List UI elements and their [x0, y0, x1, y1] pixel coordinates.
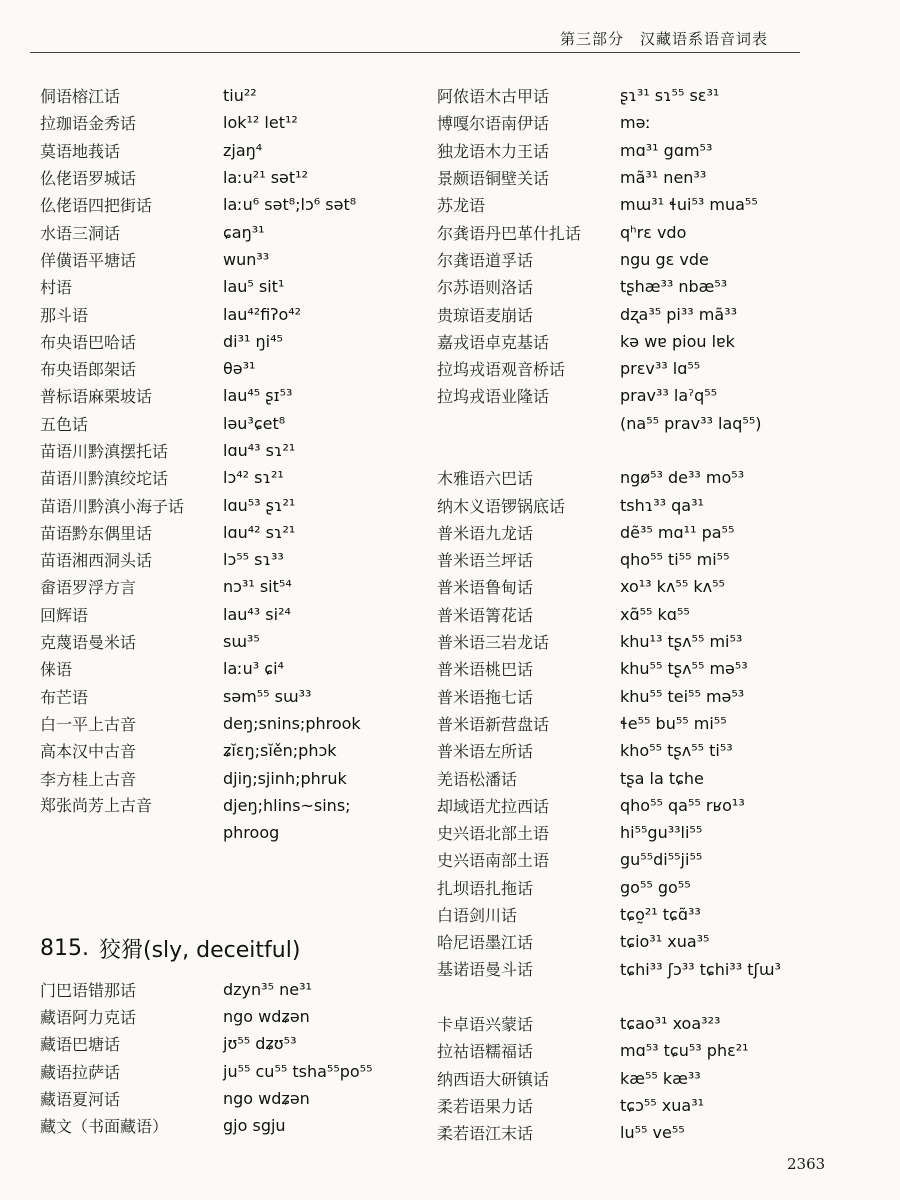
language-name: 门巴语错那话 [40, 980, 137, 1000]
entry-row [40, 792, 440, 846]
language-name: 基诺语曼斗话 [437, 959, 534, 979]
language-name: 布央语郎架话 [40, 360, 137, 380]
entry-row [437, 737, 887, 764]
phonetic-form: lau⁴²fiʔo⁴² [223, 304, 302, 324]
language-name: 藏语巴塘话 [40, 1035, 121, 1055]
entry-row [437, 137, 887, 164]
entry-row [40, 218, 440, 245]
entry-row [40, 437, 440, 464]
entry-row [437, 218, 887, 245]
entry-row [437, 1037, 887, 1064]
language-name: 柔若语果力话 [437, 1096, 534, 1116]
entry-row [40, 137, 440, 164]
entry-row [437, 246, 887, 273]
entry-row [40, 976, 440, 1003]
phonetic-form: qho⁵⁵ ti⁵⁵ mi⁵⁵ [620, 550, 730, 570]
entry-row [40, 246, 440, 273]
language-name: 白一平上古音 [40, 714, 137, 734]
phonetic-form: tʂhæ³³ nbæ⁵³ [620, 277, 728, 297]
phonetic-form: hi⁵⁵gu³³li⁵⁵ [620, 823, 703, 843]
phonetic-form: ngo wdʑən [223, 1007, 310, 1027]
entry-row [437, 819, 887, 846]
entry-row [40, 1112, 440, 1139]
entry-row [437, 355, 887, 382]
phonetic-form: tiu²² [223, 86, 257, 106]
phonetic-form: lɑu⁴² sɿ²¹ [223, 522, 296, 542]
entry-row [437, 628, 887, 655]
language-name: 独龙语木力王话 [437, 141, 550, 161]
language-name: 水语三洞话 [40, 223, 121, 243]
language-name: 苗语川黔滇摆托话 [40, 442, 169, 461]
language-name: 普米语箐花话 [437, 605, 534, 625]
entry-row [40, 464, 440, 491]
phonetic-form: gjo sgju [223, 1116, 286, 1136]
phonetic-form: məː [620, 113, 651, 133]
entry-row [437, 191, 887, 218]
phonetic-form: ju⁵⁵ cu⁵⁵ tsha⁵⁵po⁵⁵ [223, 1061, 373, 1081]
entry-row [40, 82, 440, 109]
language-name: 拉坞戎语观音桥话 [437, 360, 566, 380]
entry-row [40, 683, 440, 710]
phonetic-form: ʑĭɛŋ;sĭěn;phɔk [223, 741, 337, 761]
language-name: 藏语拉萨话 [40, 1062, 121, 1082]
entry-row [437, 164, 887, 191]
entry-row [437, 764, 887, 791]
language-name: 扎坝语扎拖话 [437, 878, 534, 898]
running-header: 第三部分 汉藏语系语音词表 [560, 30, 769, 48]
language-name: 李方桂上古音 [40, 769, 137, 789]
language-name: 纳木义语锣锅底话 [437, 496, 566, 516]
language-name: 史兴语南部土语 [437, 851, 550, 871]
entry-row [40, 273, 440, 300]
language-name: 莫语地莪话 [40, 141, 121, 161]
entry-row [437, 655, 887, 682]
entry-row [437, 109, 887, 136]
entry-row [437, 1064, 887, 1091]
entry-row [437, 300, 887, 327]
section-number: 815. [40, 936, 89, 962]
entry-row [40, 1058, 440, 1085]
language-name: 纳西语大研镇话 [437, 1069, 550, 1089]
phonetic-form: laːu⁶ sət⁸;lɔ⁶ sət⁸ [223, 195, 357, 215]
entry-row [437, 846, 887, 873]
phonetic-form: (na⁵⁵ prav³³ laq⁵⁵) [620, 413, 762, 433]
phonetic-form: lɑu⁵³ ʂɿ²¹ [223, 495, 296, 515]
language-name: 拉祜语糯福话 [437, 1042, 534, 1062]
entry-row [437, 464, 887, 491]
phonetic-form: laːu²¹ sət¹² [223, 168, 308, 188]
language-name: 却域语尤拉西话 [437, 796, 550, 816]
language-name: 普米语桃巴话 [437, 660, 534, 680]
phonetic-form: mɑ³¹ gɑm⁵³ [620, 140, 713, 160]
phonetic-form: ngo wdʑən [223, 1089, 310, 1109]
language-name: 布芒语 [40, 687, 89, 707]
right-entries-top [437, 82, 887, 437]
phonetic-form: prɛv³³ lɑ⁵⁵ [620, 359, 701, 379]
left-column [40, 82, 440, 1140]
phonetic-form: qʰrɛ vdo [620, 222, 687, 242]
phonetic-form: sɯ³⁵ [223, 632, 260, 652]
entry-row [40, 573, 440, 600]
phonetic-form: mã³¹ nen³³ [620, 168, 707, 188]
phonetic-form: khu⁵⁵ tʂʌ⁵⁵ mə⁵³ [620, 659, 748, 679]
phonetic-form: ngø⁵³ de³³ mo⁵³ [620, 468, 745, 488]
language-name: 回辉语 [40, 605, 89, 625]
entry-row [437, 328, 887, 355]
entry-row [40, 109, 440, 136]
entry-row [40, 628, 440, 655]
phonetic-form: deŋ;snins;phrook [223, 713, 361, 733]
language-name: 畲语罗浮方言 [40, 578, 137, 598]
language-name: 俫语 [40, 660, 73, 680]
phonetic-form: lɔ⁴² sɿ²¹ [223, 468, 284, 488]
phonetic-form: lau⁴⁵ ʂɪ⁵³ [223, 386, 293, 406]
language-name: 仫佬语罗城话 [40, 169, 137, 189]
language-name: 白语剑川话 [437, 906, 518, 926]
language-name: 卡卓语兴蒙话 [437, 1014, 534, 1034]
phonetic-form: lau⁵ sit¹ [223, 277, 285, 297]
section-title: 狡猾(sly, deceitful) [98, 938, 301, 964]
phonetic-form: prav³³ laˀq⁵⁵ [620, 386, 718, 406]
phonetic-form: dẽ³⁵ mɑ¹¹ pa⁵⁵ [620, 522, 735, 542]
entry-row [437, 710, 887, 737]
left-entries-top [40, 82, 440, 846]
entry-row [437, 1010, 887, 1037]
entry-row [40, 328, 440, 355]
entry-row [437, 491, 887, 518]
right-column [437, 82, 887, 1146]
phonetic-form: tɕhi³³ ʃɔ³³ tɕhi³³ tʃɯ³ [620, 959, 781, 979]
language-name: 五色话 [40, 414, 89, 434]
phonetic-form: tɕɔ⁵⁵ xua³¹ [620, 1095, 705, 1115]
phonetic-form: tʂa la tɕhe [620, 768, 704, 788]
phonetic-form: nɔ³¹ sit⁵⁴ [223, 577, 292, 597]
language-name: 苗语湘西洞头话 [40, 551, 153, 571]
phonetic-form: θə³¹ [223, 359, 256, 379]
right-entries-bottom [437, 1010, 887, 1146]
phonetic-form: go⁵⁵ go⁵⁵ [620, 877, 691, 897]
phonetic-form: lau⁴³ si²⁴ [223, 604, 291, 624]
language-name: 尔龚语丹巴革什扎话 [437, 223, 582, 243]
entry-row [40, 764, 440, 791]
language-name: 侗语榕江话 [40, 87, 121, 107]
phonetic-form: kə wɐ piou lɐk [620, 331, 735, 351]
language-name: 普米语三岩龙话 [437, 633, 550, 653]
entry-row [437, 874, 887, 901]
entry-row [437, 546, 887, 573]
language-name: 仫佬语四把街话 [40, 196, 153, 216]
language-name: 村语 [40, 278, 73, 298]
phonetic-form: gu⁵⁵di⁵⁵ji⁵⁵ [620, 850, 703, 870]
language-name: 苗语黔东偶里话 [40, 523, 153, 543]
right-entries-middle [437, 464, 887, 982]
phonetic-form: mɑ⁵³ tɕu⁵³ phɛ²¹ [620, 1041, 749, 1061]
section-heading [40, 928, 440, 970]
phonetic-form: laːu³ ɕi⁴ [223, 659, 284, 679]
phonetic-form: khu⁵⁵ tei⁵⁵ mə⁵³ [620, 686, 745, 706]
phonetic-form: mɯ³¹ ɬui⁵³ mua⁵⁵ [620, 195, 758, 215]
entry-row [437, 792, 887, 819]
language-name: 苗语川黔滇小海子话 [40, 496, 185, 516]
entry-row [437, 956, 887, 983]
language-name: 尔龚语道孚话 [437, 250, 534, 270]
entry-row [437, 683, 887, 710]
phonetic-form: di³¹ ŋi⁴⁵ [223, 331, 283, 351]
phonetic-form: kæ⁵⁵ kæ³³ [620, 1068, 701, 1088]
language-name: 嘉戎语卓克基话 [437, 332, 550, 352]
language-name: 普标语麻栗坡话 [40, 387, 153, 407]
language-name: 羌语松潘话 [437, 769, 518, 789]
entry-row [40, 1030, 440, 1057]
entry-row [437, 573, 887, 600]
phonetic-form: səm⁵⁵ sɯ³³ [223, 686, 312, 706]
phonetic-form: wun³³ [223, 249, 270, 269]
phonetic-form: ɕaŋ³¹ [223, 222, 265, 242]
phonetic-form: zjaŋ⁴ [223, 140, 263, 160]
phonetic-form: djiŋ;sjinh;phruk [223, 768, 347, 788]
language-name: 拉坞戎语业隆话 [437, 387, 550, 407]
entry-row [40, 300, 440, 327]
entry-row [40, 164, 440, 191]
entry-row [40, 410, 440, 437]
phonetic-form: tɕao³¹ xoa³²³ [620, 1013, 721, 1033]
phonetic-form: dzyn³⁵ ne³¹ [223, 979, 312, 999]
language-name: 克蔑语曼米话 [40, 633, 137, 653]
language-name: 普米语拖七话 [437, 687, 534, 707]
entry-row [437, 601, 887, 628]
phonetic-form: ngu gɛ vde [620, 249, 709, 269]
phonetic-form: lɑu⁴³ sɿ²¹ [223, 441, 296, 460]
left-entries-bottom [40, 976, 440, 1140]
language-name: 史兴语北部土语 [437, 824, 550, 844]
phonetic-form: kho⁵⁵ tʂʌ⁵⁵ ti⁵³ [620, 741, 733, 761]
language-name: 贵琼语麦崩话 [437, 305, 534, 325]
phonetic-form: xɑ̃⁵⁵ kɑ⁵⁵ [620, 604, 690, 624]
entry-row [40, 546, 440, 573]
language-name: 藏语夏河话 [40, 1090, 121, 1110]
language-name: 苗语川黔滇绞坨话 [40, 469, 169, 489]
entry-row [40, 491, 440, 518]
entry-row [40, 1085, 440, 1112]
language-name: 佯僙语平塘话 [40, 250, 137, 270]
entry-row [437, 82, 887, 109]
phonetic-form: lɔ⁵⁵ sɿ³³ [223, 550, 284, 570]
entry-row [437, 901, 887, 928]
language-name: 阿侬语木古甲话 [437, 87, 550, 107]
phonetic-form: xo¹³ kʌ⁵⁵ kʌ⁵⁵ [620, 577, 725, 597]
entry-row [40, 382, 440, 409]
entry-row [40, 519, 440, 546]
entry-row [437, 382, 887, 409]
language-name: 那斗语 [40, 305, 89, 325]
language-name: 普米语鲁甸话 [437, 578, 534, 598]
language-name: 柔若语江末话 [437, 1124, 534, 1144]
phonetic-form: tshɿ³³ qa³¹ [620, 495, 704, 515]
entry-row [437, 1119, 887, 1146]
language-name: 高本汉中古音 [40, 742, 137, 762]
entry-row [40, 710, 440, 737]
spacer [40, 846, 440, 928]
language-name: 藏语阿力克话 [40, 1008, 137, 1028]
phonetic-form: tɕio³¹ xua³⁵ [620, 932, 710, 952]
language-name: 尔苏语则洛话 [437, 278, 534, 298]
language-name: 拉珈语金秀话 [40, 114, 137, 134]
header-rule [30, 52, 800, 53]
language-name: 普米语新营盘话 [437, 714, 550, 734]
phonetic-form: ləu³ɕet⁸ [223, 413, 286, 433]
spacer [437, 437, 887, 464]
spacer [437, 983, 887, 1010]
phonetic-form: jʊ⁵⁵ dʑʊ⁵³ [223, 1034, 297, 1054]
entry-row [437, 273, 887, 300]
language-name: 藏文（书面藏语） [40, 1117, 169, 1137]
phonetic-form: djeŋ;hlins~sins; phroog [223, 795, 351, 842]
language-name: 木雅语六巴话 [437, 469, 534, 489]
entry-row [437, 1092, 887, 1119]
phonetic-form: lok¹² let¹² [223, 113, 298, 133]
language-name: 郑张尚芳上古音 [40, 795, 153, 815]
phonetic-form: dʐa³⁵ pi³³ mã³³ [620, 304, 738, 324]
phonetic-form: tɕo̰²¹ tɕɑ̃³³ [620, 905, 701, 925]
entry-row [437, 519, 887, 546]
phonetic-form: ɬe⁵⁵ bu⁵⁵ mi⁵⁵ [620, 713, 727, 733]
entry-row [40, 655, 440, 682]
phonetic-form: khu¹³ tʂʌ⁵⁵ mi⁵³ [620, 632, 743, 652]
entry-row [40, 601, 440, 628]
phonetic-form: lu⁵⁵ ve⁵⁵ [620, 1123, 685, 1143]
language-name: 普米语兰坪话 [437, 551, 534, 571]
language-name: 博嘎尔语南伊话 [437, 114, 550, 134]
language-name: 布央语巴哈话 [40, 332, 137, 352]
language-name: 苏龙语 [437, 196, 486, 216]
page-number: 2363 [787, 1155, 826, 1173]
entry-row [40, 737, 440, 764]
language-name: 普米语九龙话 [437, 523, 534, 543]
phonetic-form: ʂɿ³¹ sɿ⁵⁵ sɛ³¹ [620, 86, 720, 106]
phonetic-form: qho⁵⁵ qa⁵⁵ rʁo¹³ [620, 795, 745, 815]
language-name: 哈尼语墨江话 [437, 933, 534, 953]
language-name: 景颇语铜壁关话 [437, 169, 550, 189]
entry-row [40, 191, 440, 218]
language-name: 普米语左所话 [437, 742, 534, 762]
entry-row [437, 928, 887, 955]
entry-row [40, 1003, 440, 1030]
entry-row [40, 355, 440, 382]
entry-row [437, 410, 887, 437]
